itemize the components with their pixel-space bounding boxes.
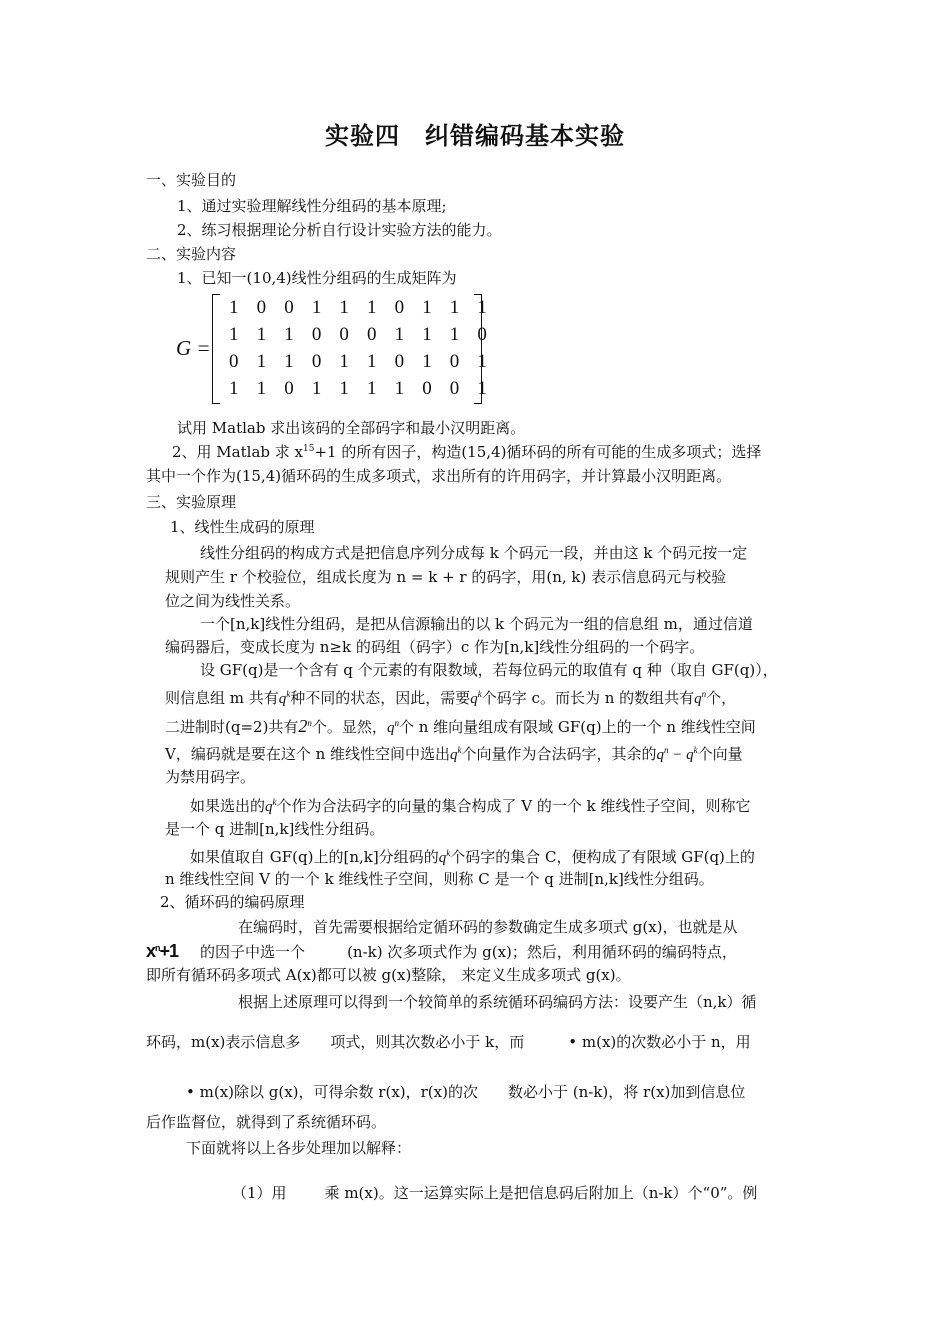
matrix-cell: 1 bbox=[339, 296, 349, 318]
cyclic-para-2-line-3: • m(x)除以 g(x)，可得余数 r(x)，r(x)的次 数必小于 (n-k)，将 r(x)加到信息位 bbox=[186, 1083, 746, 1101]
matrix-cell: 1 bbox=[477, 377, 487, 399]
matrix-cell: 0 bbox=[367, 323, 377, 345]
para-4-line-1: 如果选出的$q^k$个作为合法码字的向量的集合构成了 V 的一个 k 维线性子空间，则称它 bbox=[190, 797, 751, 815]
para-5-line-1: 如果值取自 GF(q)上的[n,k]分组码的$q^k$个码字的集合 C，便构成了有限域 GF(q)上的 bbox=[190, 848, 755, 866]
section-1-heading: 一、实验目的 bbox=[146, 171, 237, 189]
cyclic-para-2-line-4: 后作监督位，就得到了系统循环码。 bbox=[146, 1113, 387, 1131]
section-3-sub-2: 2、循环码的编码原理 bbox=[160, 893, 305, 911]
matrix-cell: 1 bbox=[367, 296, 377, 318]
generator-matrix bbox=[176, 290, 496, 406]
matrix-cell: 0 bbox=[394, 350, 405, 372]
matrix-cell: 1 bbox=[367, 377, 377, 399]
section-1-item-2: 2、练习根据理论分析自行设计实验方法的能力。 bbox=[177, 221, 502, 239]
matrix-cell: 0 bbox=[339, 323, 349, 345]
cyclic-para-4-line-1: （1）用 乘 m(x)。这一运算实际上是把信息码后附加上（n-k）个“0”。例 bbox=[232, 1184, 758, 1202]
matrix-cell: 0 bbox=[477, 323, 487, 345]
matrix-cell: 1 bbox=[394, 377, 405, 399]
matrix-cell: 1 bbox=[449, 296, 460, 318]
matrix-row bbox=[220, 348, 496, 375]
cyclic-para-1-line-2: $x^n+1$ 的因子中选一个 (n-k) 次多项式作为 g(x)；然后，利用循环码的编码特点， bbox=[146, 941, 737, 961]
para-2-line-2: 编码器后，变成长度为 n≥k 的码组（码字）c 作为[n,k]线性分组码的一个码字。 bbox=[165, 638, 705, 656]
para-1-line-2: 规则产生 r 个校验位，组成长度为 n = k + r 的码字，用(n, k) 表示信息码元与校验 bbox=[165, 568, 727, 586]
matrix-cell: 1 bbox=[339, 377, 349, 399]
matrix-cell: 1 bbox=[449, 323, 460, 345]
section-2-item-1: 1、已知一(10,4)线性分组码的生成矩阵为 bbox=[177, 269, 457, 287]
matrix-cell: 0 bbox=[311, 350, 322, 372]
matrix-cell: 1 bbox=[256, 350, 267, 372]
matrix-cell: 1 bbox=[229, 377, 239, 399]
matrix-cell: 1 bbox=[284, 350, 294, 372]
matrix-cell: 1 bbox=[477, 296, 487, 318]
matrix-cell: 1 bbox=[477, 350, 487, 372]
matrix-table bbox=[220, 294, 496, 402]
para-3-line-5: 为禁用码字。 bbox=[165, 768, 256, 786]
matrix-left-bracket bbox=[212, 294, 220, 404]
matrix-cell: 0 bbox=[449, 377, 460, 399]
cyclic-para-2-line-1: 根据上述原理可以得到一个较简单的系统循环码编码方法：设要产生（n,k）循 bbox=[238, 993, 757, 1011]
cyclic-para-1-line-3: 即所有循环码多项式 A(x)都可以被 g(x)整除， 来定义生成多项式 g(x)。 bbox=[146, 966, 631, 984]
section-2-item-2: 2、用 Matlab 求 $x^{15}+1$ 的所有因子，构造(15,4)循环码的所有可能的生成多项式；选择 bbox=[172, 443, 762, 461]
para-4-line-2: 是一个 q 进制[n,k]线性分组码。 bbox=[165, 820, 385, 838]
section-2-heading: 二、实验内容 bbox=[146, 245, 237, 263]
matrix-cell: 1 bbox=[422, 296, 432, 318]
matrix-cell: 1 bbox=[422, 350, 432, 372]
matrix-cell: 1 bbox=[229, 296, 239, 318]
matrix-label: G = bbox=[176, 336, 211, 360]
matrix-cell: 1 bbox=[311, 377, 322, 399]
para-1-line-3: 位之间为线性关系。 bbox=[165, 592, 301, 610]
section-2-item-2-line-2: 其中一个作为(15,4)循环码的生成多项式，求出所有的许用码字，并计算最小汉明距离。 bbox=[146, 467, 732, 485]
section-1-item-1: 1、通过实验理解线性分组码的基本原理; bbox=[177, 197, 447, 215]
matrix-cell: 0 bbox=[284, 296, 294, 318]
para-5-line-2: n 维线性空间 V 的一个 k 维线性子空间，则称 C 是一个 q 进制[n,k]线性分组码。 bbox=[165, 870, 714, 888]
matrix-cell: 0 bbox=[311, 323, 322, 345]
matrix-cell: 0 bbox=[229, 350, 239, 372]
matrix-cell: 1 bbox=[311, 296, 322, 318]
cyclic-para-3-line-1: 下面就将以上各步处理加以解释： bbox=[186, 1139, 412, 1157]
section-3-sub-1: 1、线性生成码的原理 bbox=[170, 518, 315, 536]
matrix-row bbox=[220, 375, 496, 402]
matrix-cell: 1 bbox=[422, 323, 432, 345]
para-3-line-1: 设 GF(q)是一个含有 q 个元素的有限数域，若每位码元的取值有 q 种（取自 GF(q)）， bbox=[200, 661, 778, 679]
matrix-cell: 1 bbox=[256, 377, 267, 399]
matrix-cell: 1 bbox=[229, 323, 239, 345]
para-2-line-1: 一个[n,k]线性分组码，是把从信源输出的以 k 个码元为一组的信息组 m，通过信道 bbox=[200, 615, 753, 633]
matrix-cell: 0 bbox=[394, 296, 405, 318]
para-3-line-2: 则信息组 m 共有$q^k$种不同的状态，因此，需要$q^k$个码字 c。而长为 n 的数组共有$q^n$个， bbox=[165, 689, 737, 707]
matrix-cell: 1 bbox=[394, 323, 405, 345]
section-3-heading: 三、实验原理 bbox=[146, 493, 237, 511]
matrix-cell: 1 bbox=[256, 323, 267, 345]
para-1-line-1: 线性分组码的构成方式是把信息序列分成每 k 个码元一段，并由这 k 个码元按一定 bbox=[200, 544, 748, 562]
section-2-after-matrix: 试用 Matlab 求出该码的全部码字和最小汉明距离。 bbox=[177, 419, 526, 437]
xn-plus-1-formula: $x^n+1$ bbox=[146, 941, 179, 961]
matrix-cell: 0 bbox=[449, 350, 460, 372]
matrix-cell: 0 bbox=[284, 377, 294, 399]
matrix-cell: 0 bbox=[256, 296, 267, 318]
page-title: 实验四 纠错编码基本实验 bbox=[325, 122, 625, 150]
para-3-line-4: V，编码就是要在这个 n 维线性空间中选出$q^k$个向量作为合法码字，其余的$q^n - q^k$个向量 bbox=[165, 745, 743, 763]
matrix-cell: 1 bbox=[367, 350, 377, 372]
matrix-cell: 1 bbox=[284, 323, 294, 345]
matrix-row bbox=[220, 294, 496, 321]
cyclic-para-1-line-1: 在编码时，首先需要根据给定循环码的参数确定生成多项式 g(x)，也就是从 bbox=[238, 918, 738, 936]
cyclic-para-2-line-2: 环码，m(x)表示信息多 项式，则其次数必小于 k，而 • m(x)的次数必小于 n，用 bbox=[146, 1033, 751, 1051]
matrix-row bbox=[220, 321, 496, 348]
matrix-cell: 1 bbox=[339, 350, 349, 372]
para-3-line-3: 二进制时(q=2)共有2$^n$个。显然，$q^n$个 n 维向量组成有限域 GF(q)上的一个 n 维线性空间 bbox=[165, 716, 756, 736]
matrix-cell: 0 bbox=[422, 377, 432, 399]
